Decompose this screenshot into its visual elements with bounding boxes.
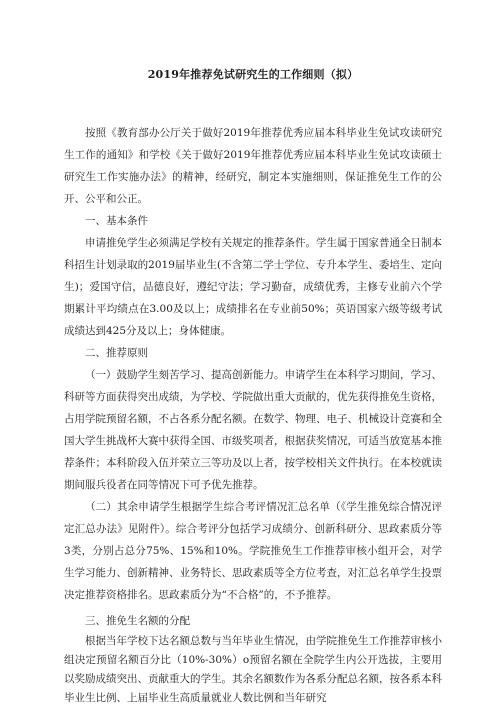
section-paragraph: （二）其余申请学生根据学生综合考评情况汇总名单（《学生推免综合情况评定汇总办法》见附件）。综合考评分包括学习成绩分、创新科研分、思政素质分等3类，分别占总分75%、15%和10%。学院推免生工作推荐审核小组开会，对学生学习能力、创新精神、业务特长、思政素质等全方位考查，对汇总名单学生投票决定推荐资格排名。思政素质分为“不合格”的，不予推荐。 <box>64 501 442 601</box>
section-paragraph: 申请推免学生必须满足学校有关规定的推荐条件。学生属于国家普通全日制本科招生计划录取的2019届毕业生(不含第二学士学位、专升本学生、委培生、定向生)；爱国守信，品德良好，遵纪守法；学习勤奋，成绩优秀，主修专业前六个学期累计平均绩点在3.00及以上；成绩排名在专业前50%；英语国家六级等级考试成绩达到425分及以上；身体健康。 <box>64 237 442 337</box>
section-heading-quota: 三、推免生名额的分配 <box>85 615 190 627</box>
document-title: 2019年推荐免试研究生的工作细则（拟） <box>147 68 359 81</box>
section-paragraph: 根据当年学校下达名额总数与当年毕业生情况，由学院推免生工作推荐审核小组决定预留名额百分比（10%-30%）o预留名额在全院学生内公开选拔，主要用以奖励成绩突出、贡献重大的学生。其余名额数作为各系分配总名额，按各系本科毕业生比例、上届毕业生高质量就业人数比例和当年研究 <box>64 635 442 704</box>
section-heading-principles: 二、推荐原则 <box>85 347 148 359</box>
section-paragraph: （一）鼓励学生刻苦学习、提高创新能力。申请学生在本科学习期间，学习、科研等方面获得突出成绩，为学校、学院做出重大贡献的，优先获得推免生资格，占用学院预留名额，不占各系分配名额。在数学、物理、电子、机械设计竞赛和全国大学生挑战杯大赛中获得全国、市级奖项者，根据获奖情况，可适当放宽基本推荐条件；本科阶段入伍并荣立三等功及以上者，按学校相关文件执行。在本校就读期间服兵役者在同等情况下可予优先推荐。 <box>64 369 442 491</box>
section-heading-basic-conditions: 一、基本条件 <box>85 215 148 227</box>
intro-paragraph: 按照《教育部办公厅关于做好2019年推荐优秀应届本科毕业生免试攻读研究生工作的通知》和学校《关于做好2019年推荐优秀应届本科毕业生免试攻读硕士研究生工作实施办法》的精神，经研究，制定本实施细则，保证推免生工作的公开、公平和公正。 <box>64 127 442 205</box>
